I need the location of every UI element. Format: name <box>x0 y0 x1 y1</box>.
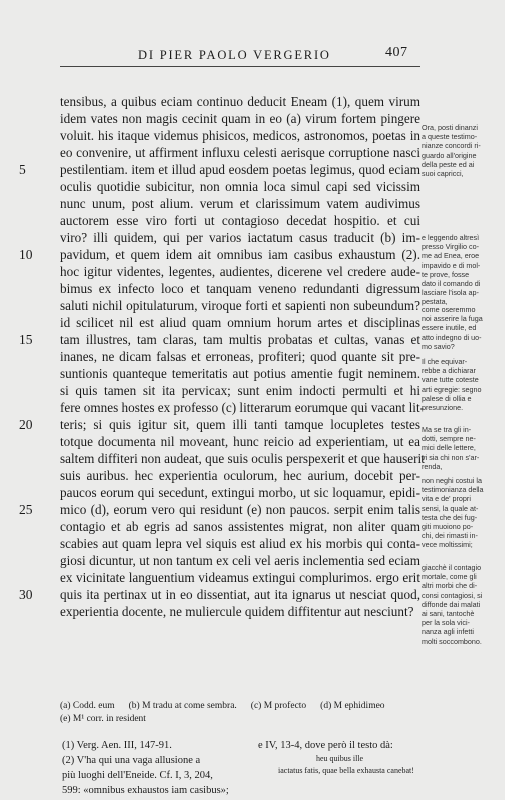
text-line: tam illustres, tam claras, tam multis probatas et cultas, vanas et <box>60 332 420 347</box>
text-line: ex vicinitate languentium videamus extingui complurimos. ergo erit <box>60 570 420 585</box>
text-line: hoc igitur videntes, legentes, audientes, dicerene vel credere aude- <box>60 264 420 279</box>
marginal-note-line: come oseremmo <box>422 305 476 314</box>
footnote-line: 599: «omnibus exhaustos iam casibus»; <box>62 785 229 796</box>
marginal-note-line: per la sola vici- <box>422 618 470 628</box>
marginal-note-line: testa che dei fug- <box>422 512 478 522</box>
footnotes-right <box>258 738 433 777</box>
marginal-note-line: presunzione. <box>422 403 464 413</box>
footnote-line: (2) V'ha qui una vaga allusione a <box>62 755 201 766</box>
text-line: pavidum, et quem idem ait omnibus iam casibus exhaustum (2). <box>60 247 420 262</box>
text-line: fere omnes hostes ex professo (c) litterarum eorumque qui vacant lit- <box>60 400 424 415</box>
marginal-note-line: sensi, la quale at- <box>422 503 479 513</box>
marginal-note-line: diffonde dai malati <box>422 599 481 609</box>
variant-row <box>60 712 420 726</box>
marginal-note <box>422 305 500 351</box>
text-line: suntionis quanteque temeritatis aut potius amentie fugit neminem. <box>60 366 420 381</box>
marginal-note-line: vita e de' propri <box>422 494 471 504</box>
text-line: teris; si quis igitur sit, quem illi tanti tamque locupletes testes <box>60 417 420 432</box>
text-line: oculis quotidie subicitur, non omnia loca simul capi sed vicissim <box>60 179 420 194</box>
marginal-note <box>422 563 500 646</box>
marginal-note-line: mici delle lettere, <box>422 443 476 453</box>
text-line: saluti nichil opitulaturum, viroque forti et sapienti non subeundum? <box>60 298 420 313</box>
marginal-note-line: della peste ed ai <box>422 159 475 169</box>
text-line: pestilentiam. item et illud apud eosdem poetas legimus, quod eciam <box>60 162 420 177</box>
footnote-line: più luoghi dell'Eneide. Cf. I, 3, 204, <box>62 770 213 781</box>
marginal-note-line: noi asserire la fuga <box>422 314 483 324</box>
variant-note: (e) M¹ corr. in resident <box>60 714 146 724</box>
text-line: bimus ex infecto loco et tanquam veneno redundanti digressum <box>60 281 420 296</box>
marginal-note-line: presso Virgilio co- <box>422 242 479 252</box>
marginal-note-line: rebbe a dichiarar <box>422 366 476 376</box>
marginal-note-line: impavido e di mol- <box>422 260 481 270</box>
running-title: DI PIER PAOLO VERGERIO <box>138 48 331 62</box>
marginal-note-line: molti soccombono. <box>422 636 482 646</box>
text-line: nunc unum, post alium. verum et clarissimum vatem audivimus <box>60 196 420 211</box>
marginal-note-line: mo savio? <box>422 341 455 351</box>
marginal-note-line: ai sani, tantochè <box>422 609 475 619</box>
marginal-note-line: renda, <box>422 461 443 471</box>
marginal-note-line: giti muoiono po- <box>422 522 474 532</box>
footnotes-left <box>62 738 252 798</box>
text-line: si quis tamen sit ita pervicax; sunt enim indocti permulti et hi <box>60 383 420 398</box>
marginal-note-line: Il che equivar- <box>422 357 468 366</box>
marginal-note-line: essere inutile, ed <box>422 323 477 333</box>
text-line: totque documenta nil moveant, hunc reicio ad experientiam, ut ea <box>60 434 420 449</box>
line-number: 10 <box>19 247 33 262</box>
marginal-note-line: altri morbi che di- <box>422 581 478 591</box>
marginal-note-line: mortale, come gli <box>422 572 477 582</box>
marginal-note-line: a queste testimo- <box>422 132 478 142</box>
footnote-quote-line: heu quibus ille <box>316 754 364 763</box>
text-line: saltem diffiteri non audeat, que suis oculis perspexerit et que hauserit <box>60 451 425 466</box>
marginal-note-line: pestata, <box>422 297 448 307</box>
marginal-note-line: guardo all'origine <box>422 150 477 160</box>
variant-note: (a) Codd. eum <box>60 701 115 711</box>
text-line: contagio et ab egris ad sanos assistentes migrat, non aliter quam <box>60 519 420 534</box>
line-number: 30 <box>19 587 33 602</box>
marginal-note <box>422 233 500 307</box>
text-line: id scilicet nil est aliud quam omnium horum artes et disciplinas <box>60 315 420 330</box>
text-line: quis ita pertinax ut in eo dissentiat, aut ita ignarus ut nesciat quod, <box>60 587 420 602</box>
page-number: 407 <box>385 45 408 60</box>
text-line: idem vates non magis cecinit quam in eo (a) virum fortem pingere <box>60 111 420 126</box>
marginal-note-line: Ma se tra gli in- <box>422 425 472 434</box>
text-line: giosi dicuntur, ut non tantum ex celi vel aeris inclementia sed eciam <box>60 553 420 568</box>
marginal-note-line: non neghi costui la <box>422 476 482 485</box>
marginal-note-line: vi sia chi non s'ar- <box>422 452 480 462</box>
text-line: mico (d), eorum vero qui residunt (e) non paucos. serpit enim talis <box>60 502 420 517</box>
marginal-note-line: dato il comando di <box>422 279 481 289</box>
text-line: scabies aut quam lepra vel siquis est aliud ex his morbis qui conta- <box>60 536 420 551</box>
text-line: paucos eorum qui secedunt, extingui morbo, ut sic loquamur, epidi- <box>60 485 420 500</box>
marginal-note <box>422 476 500 550</box>
footnote-line: e IV, 13-4, dove però il testo dà: <box>258 740 393 751</box>
marginal-note <box>422 425 500 471</box>
marginal-note-line: vane tutte coteste <box>422 375 479 385</box>
running-header <box>60 43 420 63</box>
text-line: auctorem esse viro forti ut contagioso decedat hospitio. et cui <box>60 213 420 228</box>
text-line: inanes, ne dicam falsas et erroneas, profiteri; quod quante sit pre- <box>60 349 420 364</box>
variant-note: (d) M ephidimeo <box>320 701 385 711</box>
line-number: 20 <box>19 417 33 432</box>
text-line: eo convenire, ut affirment influxu celesti aerisque corruptione nasci <box>60 145 420 160</box>
marginal-note-line: Ora, posti dinanzi <box>422 123 478 132</box>
line-number: 25 <box>19 502 33 517</box>
marginal-note-line: nanza agli infetti <box>422 627 474 637</box>
marginal-note-line: vece moltissimi; <box>422 540 473 550</box>
marginal-note-line: e leggendo altresì <box>422 233 480 242</box>
marginal-note-line: arti egregie: segno <box>422 384 482 394</box>
text-line: viro? illi quidem, qui per varios iactatum casus traducit (b) im- <box>60 230 420 245</box>
header-rule <box>60 66 420 67</box>
footnote-quote-line: iactatus fatis, quae bella exhausta canebat! <box>278 766 414 775</box>
variant-note: (b) M tradu at come sembra. <box>128 701 237 711</box>
text-line: suis auribus. hec experientia oculorum, hec aurium, docebit per- <box>60 468 420 483</box>
marginal-note-line: giacchè il contagio <box>422 563 482 572</box>
text-line: experientia docente, ne muliercule quidem diffitentur aut nesciunt? <box>60 604 414 619</box>
marginal-note-line: atto indegno di uo- <box>422 332 482 342</box>
text-line: voluit. his itaque videmus phisicos, medicos, astronomos, poetas in <box>60 128 420 143</box>
marginal-note-line: nianze concordi ri- <box>422 141 481 151</box>
footnote-line: (1) Verg. Aen. III, 147-91. <box>62 740 172 751</box>
marginal-note-line: palese di ollia e <box>422 393 472 403</box>
marginal-note-line: dotti, sempre ne- <box>422 434 476 444</box>
marginal-note-line: lasciare l'isola ap- <box>422 288 479 298</box>
text-line: tensibus, a quibus eciam continuo deducit Eneam (1), quem virum <box>60 94 420 109</box>
line-number: 15 <box>19 332 33 347</box>
marginal-note <box>422 123 500 178</box>
variant-row <box>60 699 420 713</box>
marginal-note-line: te prove, fosse <box>422 269 470 279</box>
marginal-note-line: me ad Enea, eroe <box>422 251 480 261</box>
variant-note: (c) M profecto <box>250 701 307 711</box>
marginal-note-line: consi contagiosi, si <box>422 590 483 600</box>
line-number: 5 <box>19 162 26 177</box>
marginal-note <box>422 357 500 412</box>
marginal-note-line: suoi capricci, <box>422 169 464 179</box>
marginal-note-line: chi, dei rimasti in- <box>422 531 478 541</box>
marginal-note-line: testimonianza della <box>422 485 484 495</box>
